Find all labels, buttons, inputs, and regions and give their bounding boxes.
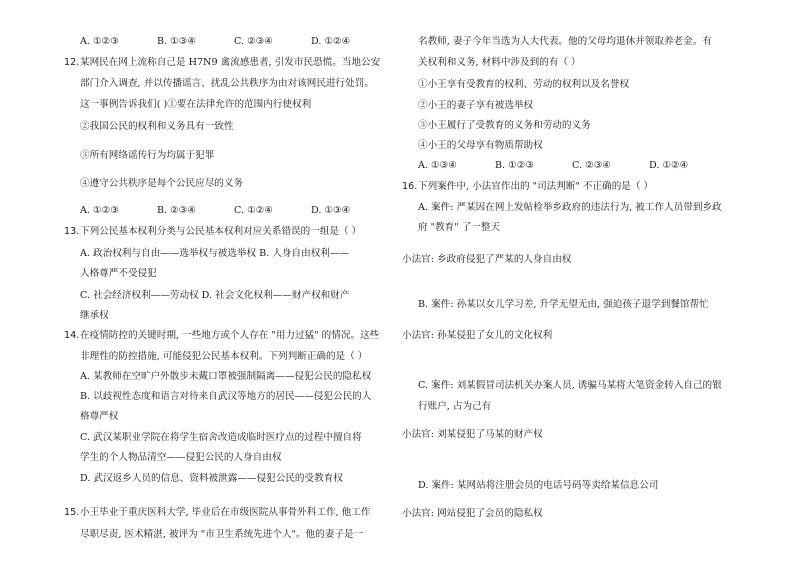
q12-line: 这一事例告诉我们( )①要在法律允许的范围内行使权利	[80, 99, 312, 110]
q11-option-a: A. ①②③	[80, 36, 119, 47]
q16-number: 16.	[402, 181, 418, 192]
q15-cont-line: ③小王履行了受教育的义务和劳动的义务	[418, 120, 591, 131]
q12-line: ②我国公民的权利和义务具有一致性	[80, 121, 234, 132]
q16-line: 小法官: 刘某侵犯了马某的财产权	[402, 429, 543, 440]
q13-line: 人格尊严不受侵犯	[80, 268, 157, 279]
q16-line: D. 案件: 某网站将注册会员的电话号码等卖给某信息公司	[418, 480, 659, 491]
q16-line: 小法官: 孙某侵犯了女儿的文化权利	[402, 330, 553, 341]
q15-cont-line: 关权利和义务, 材料中涉及到的有（ ）	[418, 57, 581, 68]
q15-line: 小王毕业于重庆医科大学, 毕业后在市级医院从事骨外科工作, 他工作	[80, 507, 371, 518]
q13-line: 下列公民基本权利分类与公民基本权利对应关系错误的一组是（ ）	[80, 226, 362, 237]
q15-option-d: D. ①②④	[649, 160, 689, 171]
q14-line: A. 某教师在空旷户外散步未戴口罩被强制隔离——侵犯公民的隐私权	[80, 371, 372, 382]
q12-line: ③所有网络谣传行为均属于犯罪	[80, 150, 215, 161]
q13-line: C. 社会经济权利——劳动权 D. 社会文化权利——财产权和财产	[80, 290, 350, 301]
q16-line: C. 案件: 刘某假冒司法机关办案人员, 诱骗马某将大笔资金转入自己的银	[418, 380, 722, 391]
q15-cont-line: ①小王享有受教育的权利、劳动的权利以及名誉权	[418, 79, 630, 90]
q16-line: 小法官: 网站侵犯了会员的隐私权	[402, 508, 543, 519]
q12-option-c: C. ①②④	[234, 205, 273, 216]
q15-option-b: B. ①②③	[495, 160, 534, 171]
q12-option-b: B. ②③④	[157, 205, 196, 216]
q15-option-a: A. ①③④	[418, 160, 457, 171]
q16-line: 下列案件中, 小法官作出的 "司法判断" 不正确的是（ ）	[418, 181, 654, 192]
q12-option-a: A. ①②③	[80, 205, 119, 216]
q16-line: A. 案件: 严某因在网上发帖检举乡政府的违法行为, 被工作人员带到乡政	[418, 202, 722, 213]
q12-line: ④遵守公共秩序是每个公民应尽的义务	[80, 178, 244, 189]
q12-number: 12.	[64, 57, 80, 68]
q11-option-b: B. ①③④	[157, 36, 196, 47]
q16-line: 行账户, 占为己有	[418, 401, 492, 412]
q14-line: 非理性的防控措施, 可能侵犯公民基本权利。下列判断正确的是（ ）	[80, 351, 368, 362]
q16-line: 小法官: 乡政府侵犯了严某的人身自由权	[402, 254, 572, 265]
q13-number: 13.	[64, 226, 80, 237]
q12-line: 部门介入调查, 并以传播谣言、扰乱公共秩序为由对该网民进行处罚。	[80, 78, 374, 89]
q11-option-d: D. ①②④	[311, 36, 351, 47]
q12-option-d: D. ①③④	[311, 205, 351, 216]
q15-cont-line: ④小王的父母享有物质帮助权	[418, 140, 543, 151]
q13-line: 继承权	[80, 310, 109, 321]
q14-line: D. 武汉返乡人员的信息、资料被泄露——侵犯公民的受教育权	[80, 473, 343, 484]
q14-line: B. 以歧视性态度和语言对待来自武汉等地方的居民——侵犯公民的人	[80, 391, 372, 402]
q16-line: B. 案件: 孙某以女儿学习差, 升学无望无由, 强迫孩子退学到餐馆帮忙	[418, 299, 709, 310]
q15-number: 15.	[64, 507, 80, 518]
q14-line: 格尊严权	[80, 411, 119, 422]
q12-line: 某网民在网上流称自己是 H7N9 禽流感患者, 引发市民恐慌。当地公安	[80, 57, 381, 68]
q15-cont-line: ②小王的妻子享有被选举权	[418, 100, 534, 111]
q14-number: 14.	[64, 330, 80, 341]
q14-line: 学生的个人物品清空——侵犯公民的人身自由权	[80, 452, 282, 463]
q11-option-c: C. ②③④	[234, 36, 273, 47]
q15-cont-line: 名教师, 妻子今年当选为人大代表。他的父母均退休并领取养老金。有	[418, 36, 712, 47]
q13-line: A. 政治权利与自由——选举权与被选举权 B. 人身自由权利——	[80, 248, 350, 259]
q15-option-c: C. ②③④	[572, 160, 611, 171]
q14-line: C. 武汉某职业学院在将学生宿舍改造成临时医疗点的过程中擅自将	[80, 432, 362, 443]
q16-line: 府 "教育" 了一整天	[418, 222, 501, 233]
q15-line: 尽职尽责, 医术精湛, 被评为 "市卫生系统先进个人"。他的妻子是一	[80, 529, 364, 540]
q14-line: 在疫情防控的关键时期, 一些地方或个人存在 "用力过猛" 的情况。这些	[80, 330, 380, 341]
